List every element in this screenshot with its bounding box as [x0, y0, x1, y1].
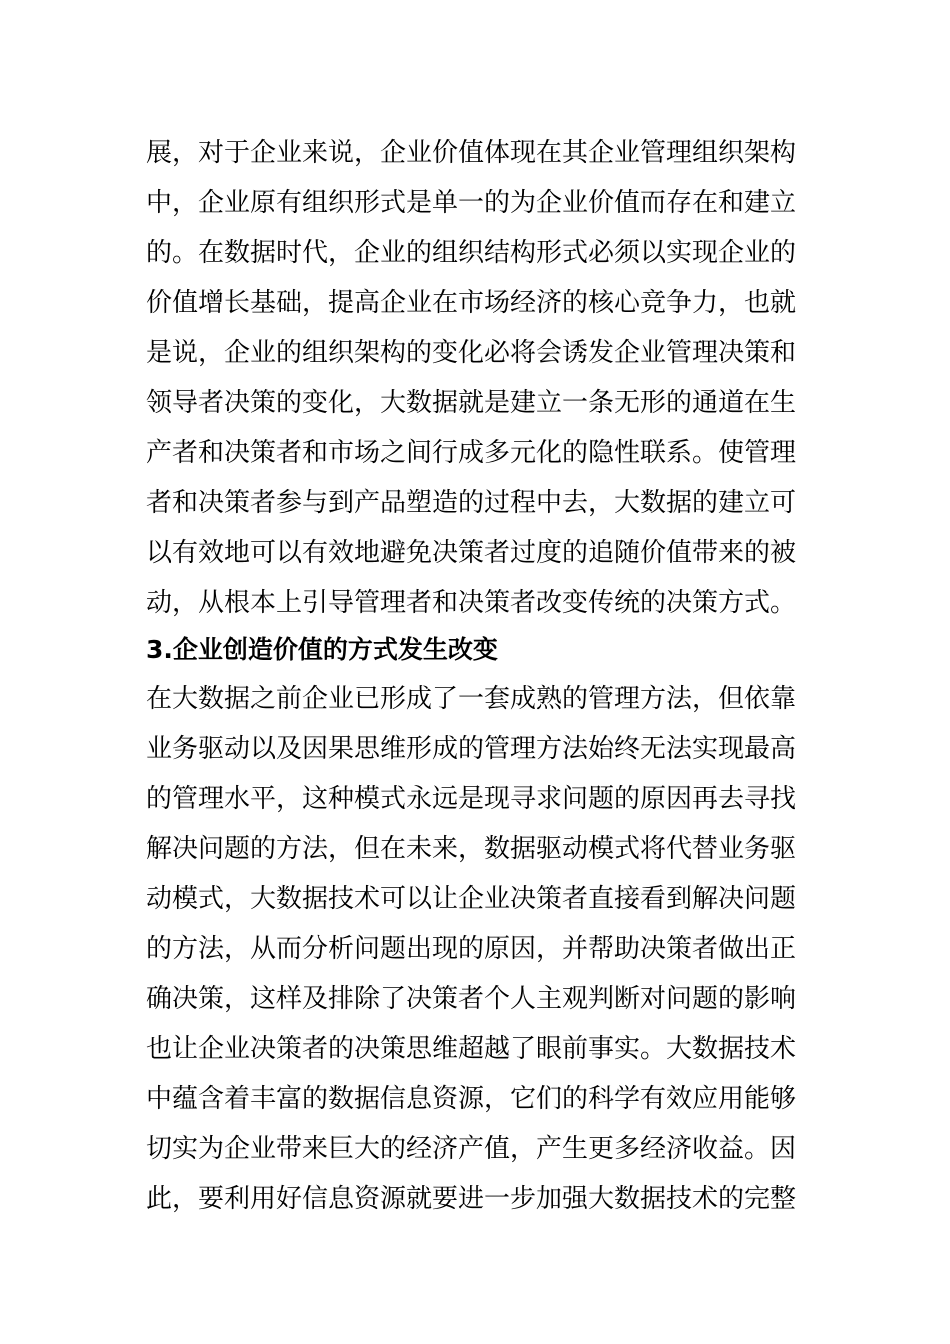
paragraph-line: 的管理水平，这种模式永远是现寻求问题的原因再去寻找 [146, 784, 797, 814]
paragraph-line: 中，企业原有组织形式是单一的为企业价值而存在和建立 [146, 188, 797, 218]
section-heading-block [146, 625, 816, 675]
paragraph-line: 展，对于企业来说，企业价值体现在其企业管理组织架构 [146, 138, 797, 168]
paragraph-2 [146, 674, 816, 1224]
paragraph-line: 也让企业决策者的决策思维超越了眼前事实。大数据技术 [146, 1034, 797, 1064]
paragraph-line: 在大数据之前企业已形成了一套成熟的管理方法，但依靠 [146, 684, 797, 714]
paragraph-line: 价值增长基础，提高企业在市场经济的核心竞争力，也就 [146, 288, 797, 318]
paragraph-line: 解决问题的方法，但在未来，数据驱动模式将代替业务驱 [146, 834, 797, 864]
section-heading: 3.企业创造价值的方式发生改变 [146, 635, 498, 664]
paragraph-line: 确决策，这样及排除了决策者个人主观判断对问题的影响 [146, 984, 797, 1014]
paragraph-line: 领导者决策的变化，大数据就是建立一条无形的通道在生 [146, 388, 797, 418]
paragraph-line: 动模式，大数据技术可以让企业决策者直接看到解决问题 [146, 884, 797, 914]
paragraph-line: 者和决策者参与到产品塑造的过程中去，大数据的建立可 [146, 488, 797, 518]
paragraph-line: 此，要利用好信息资源就要进一步加强大数据技术的完整 [146, 1184, 797, 1214]
paragraph-line: 产者和决策者和市场之间行成多元化的隐性联系。使管理 [146, 438, 797, 468]
paragraph-line: 以有效地可以有效地避免决策者过度的追随价值带来的被 [146, 538, 797, 568]
paragraph-1 [146, 128, 816, 628]
paragraph-line: 中蕴含着丰富的数据信息资源，它们的科学有效应用能够 [146, 1084, 797, 1114]
paragraph-line: 的。在数据时代，企业的组织结构形式必须以实现企业的 [146, 238, 797, 268]
paragraph-line: 切实为企业带来巨大的经济产值，产生更多经济收益。因 [146, 1134, 797, 1164]
paragraph-line: 业务驱动以及因果思维形成的管理方法始终无法实现最高 [146, 734, 797, 764]
paragraph-line: 是说，企业的组织架构的变化必将会诱发企业管理决策和 [146, 338, 797, 368]
paragraph-line: 的方法，从而分析问题出现的原因，并帮助决策者做出正 [146, 934, 797, 964]
paragraph-line: 动，从根本上引导管理者和决策者改变传统的决策方式。 [146, 588, 797, 618]
